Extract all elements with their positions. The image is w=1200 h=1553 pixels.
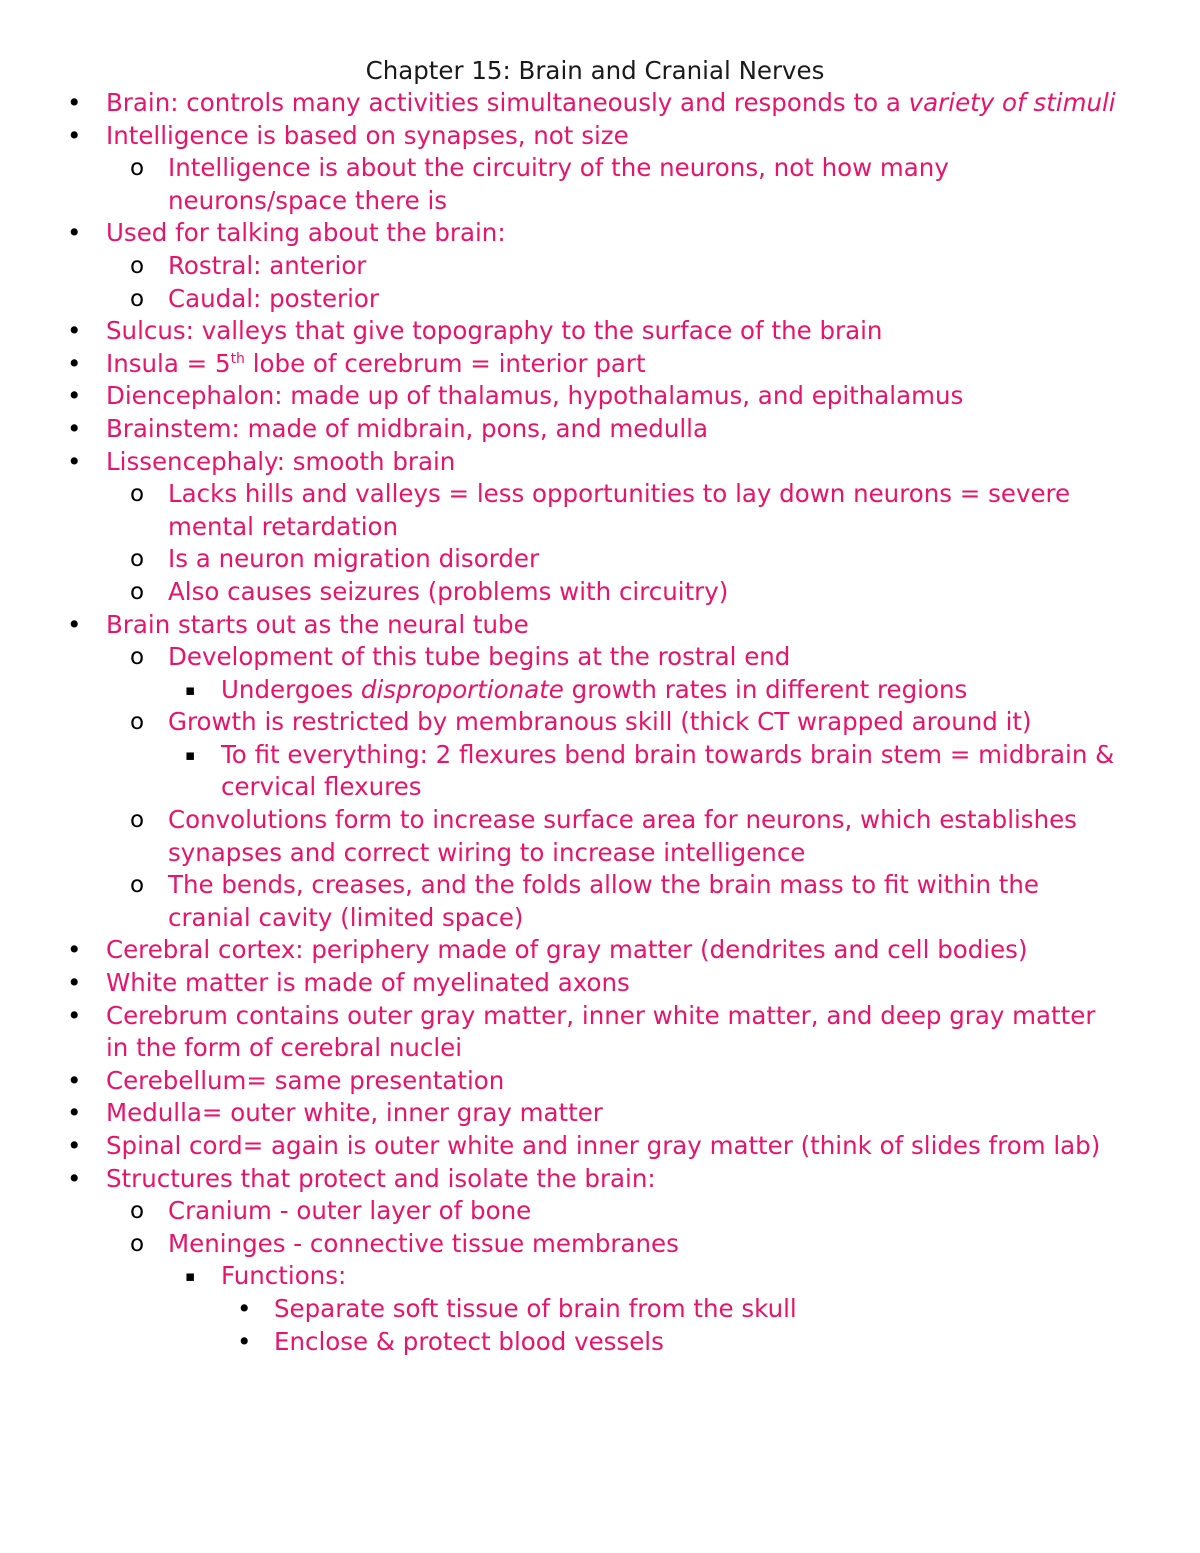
outline-item-level-1 [0, 87, 1200, 120]
bullet-marker-icon: • [237, 1293, 252, 1323]
outline-item-text: Brain: controls many activities simultaneously and responds to a [106, 88, 909, 117]
bullet-marker-icon: • [67, 381, 82, 411]
outline-item-level-2 [0, 804, 1200, 869]
outline-item-level-1 [0, 967, 1200, 1000]
outline-item-level-1 [0, 380, 1200, 413]
outline-item-text: Spinal cord= again is outer white and inner gray matter (think of slides from lab) [106, 1131, 1101, 1160]
outline-item-level-1 [0, 609, 1200, 642]
circle-marker-icon: o [130, 252, 145, 279]
outline-item-level-1 [0, 1163, 1200, 1196]
outline-item-level-2 [0, 543, 1200, 576]
circle-marker-icon: o [130, 1198, 145, 1225]
bullet-marker-icon: • [67, 609, 82, 639]
outline-item-text: Cerebrum contains outer gray matter, inner white matter, and deep gray matter in the form of cerebral nuclei [106, 1000, 1096, 1063]
outline-item-text: Is a neuron migration disorder [168, 544, 540, 574]
bullet-marker-icon: • [237, 1326, 252, 1356]
outline-item-level-2 [0, 478, 1200, 543]
outline-item-level-2 [0, 152, 1200, 217]
outline-item-level-2 [0, 1228, 1200, 1261]
outline-item-text: Insula = 5 [106, 348, 231, 378]
outline-item-level-1 [0, 934, 1200, 967]
outline-item-text: Rostral: anterior [168, 250, 367, 280]
outline-item-text: growth rates in different regions [563, 674, 968, 704]
outline-item-text: Cranium - outer layer of bone [168, 1196, 532, 1226]
outline-item-level-3 [0, 674, 1200, 707]
outline-item-level-2 [0, 641, 1200, 674]
bullet-marker-icon: • [67, 88, 82, 117]
square-marker-icon: ▪ [185, 1267, 196, 1286]
outline-item-level-3 [0, 739, 1200, 804]
circle-marker-icon: o [130, 1230, 145, 1257]
outline-item-level-1 [0, 1065, 1200, 1098]
bullet-marker-icon: • [67, 218, 82, 248]
circle-marker-icon: o [130, 644, 145, 671]
outline-item-level-3 [0, 1260, 1200, 1293]
outline-item-level-1 [0, 446, 1200, 479]
bullet-marker-icon: • [67, 1098, 82, 1128]
outline-item-text: Lacks hills and valleys = less opportunities to lay down neurons = severe mental retardation [168, 479, 1071, 541]
outline-item-level-2 [0, 706, 1200, 739]
outline-item-text: disproportionate [360, 674, 564, 704]
circle-marker-icon: o [130, 872, 145, 899]
outline-item-text: Medulla= outer white, inner gray matter [106, 1098, 603, 1128]
circle-marker-icon: o [130, 807, 145, 834]
outline-item-text: White matter is made of myelinated axons [106, 968, 630, 998]
outline-item-text: To fit everything: 2 flexures bend brain towards brain stem = midbrain & cervical flexures [221, 739, 1115, 802]
outline-item-level-1 [0, 413, 1200, 446]
outline-item-level-1 [0, 217, 1200, 250]
bullet-marker-icon: • [67, 413, 82, 443]
circle-marker-icon: o [130, 709, 145, 736]
outline-item-text: Convolutions form to increase surface area for neurons, which establishes synapses and correct wiring to increase intelligence [168, 805, 1077, 867]
outline-item-level-2 [0, 283, 1200, 316]
outline-item-level-1 [0, 120, 1200, 153]
bullet-marker-icon: • [67, 968, 82, 998]
outline-item-text: Brain starts out as the neural tube [106, 609, 529, 639]
outline-item-text: Intelligence is based on synapses, not size [106, 120, 629, 150]
outline-item-level-4 [0, 1293, 1200, 1326]
outline-item-text: th [230, 350, 245, 367]
bullet-marker-icon: • [67, 120, 82, 150]
square-marker-icon: ▪ [185, 680, 196, 699]
outline-item-level-4 [0, 1326, 1200, 1359]
square-marker-icon: ▪ [185, 745, 196, 764]
circle-marker-icon: o [130, 578, 145, 605]
outline-item-text: Diencephalon: made up of thalamus, hypothalamus, and epithalamus [106, 381, 964, 411]
outline-item-level-1 [0, 1000, 1200, 1065]
outline-item-text: Also causes seizures (problems with circuitry) [168, 576, 729, 606]
outline-item-text: Development of this tube begins at the rostral end [168, 642, 791, 672]
outline-item-text: lobe of cerebrum = interior part [244, 348, 646, 378]
bullet-marker-icon: • [67, 446, 82, 476]
outline-item-level-2 [0, 250, 1200, 283]
bullet-marker-icon: • [67, 348, 82, 378]
outline-item-text: Used for talking about the brain: [106, 218, 506, 248]
outline-item-level-2 [0, 1195, 1200, 1228]
bullet-marker-icon: • [67, 1065, 82, 1095]
bullet-marker-icon: • [67, 316, 82, 346]
bullet-marker-icon: • [67, 1163, 82, 1193]
bullet-marker-icon: • [67, 1000, 82, 1030]
outline-item-text: Sulcus: valleys that give topography to the surface of the brain [106, 316, 883, 346]
outline-item-text: Brainstem: made of midbrain, pons, and medulla [106, 413, 708, 443]
bullet-marker-icon: • [67, 1131, 82, 1160]
outline-item-text: Structures that protect and isolate the brain: [106, 1163, 656, 1193]
outline-item-text: Undergoes [221, 674, 361, 704]
outline-item-text: variety of stimuli [908, 88, 1116, 117]
bullet-marker-icon: • [67, 935, 82, 965]
outline-item-text: Meninges - connective tissue membranes [168, 1228, 679, 1258]
outline-item-level-1 [0, 1130, 1200, 1163]
outline-item-text: Cerebellum= same presentation [106, 1065, 505, 1095]
outline-item-text: Lissencephaly: smooth brain [106, 446, 456, 476]
outline-item-text: Cerebral cortex: periphery made of gray matter (dendrites and cell bodies) [106, 935, 1028, 965]
notes-list [0, 87, 1200, 1358]
outline-item-text: Functions: [221, 1261, 347, 1291]
outline-item-text: Caudal: posterior [168, 283, 379, 313]
outline-item-text: Growth is restricted by membranous skill (thick CT wrapped around it) [168, 707, 1032, 737]
outline-item-text: The bends, creases, and the folds allow the brain mass to fit within the cranial cavity (limited space) [168, 870, 1039, 932]
circle-marker-icon: o [130, 155, 145, 182]
circle-marker-icon: o [130, 285, 145, 312]
outline-item-text: Enclose & protect blood vessels [274, 1326, 664, 1356]
outline-item-level-1 [0, 1097, 1200, 1130]
document-title: Chapter 15: Brain and Cranial Nerves [365, 56, 825, 85]
outline-item-level-1 [0, 315, 1200, 348]
circle-marker-icon: o [130, 546, 145, 573]
outline-item-level-2 [0, 576, 1200, 609]
circle-marker-icon: o [130, 481, 145, 508]
outline-item-text: Intelligence is about the circuitry of the neurons, not how many neurons/space there is [168, 153, 949, 215]
outline-item-level-2 [0, 869, 1200, 934]
outline-item-text: Separate soft tissue of brain from the skull [274, 1293, 797, 1323]
outline-item-level-1 [0, 348, 1200, 381]
